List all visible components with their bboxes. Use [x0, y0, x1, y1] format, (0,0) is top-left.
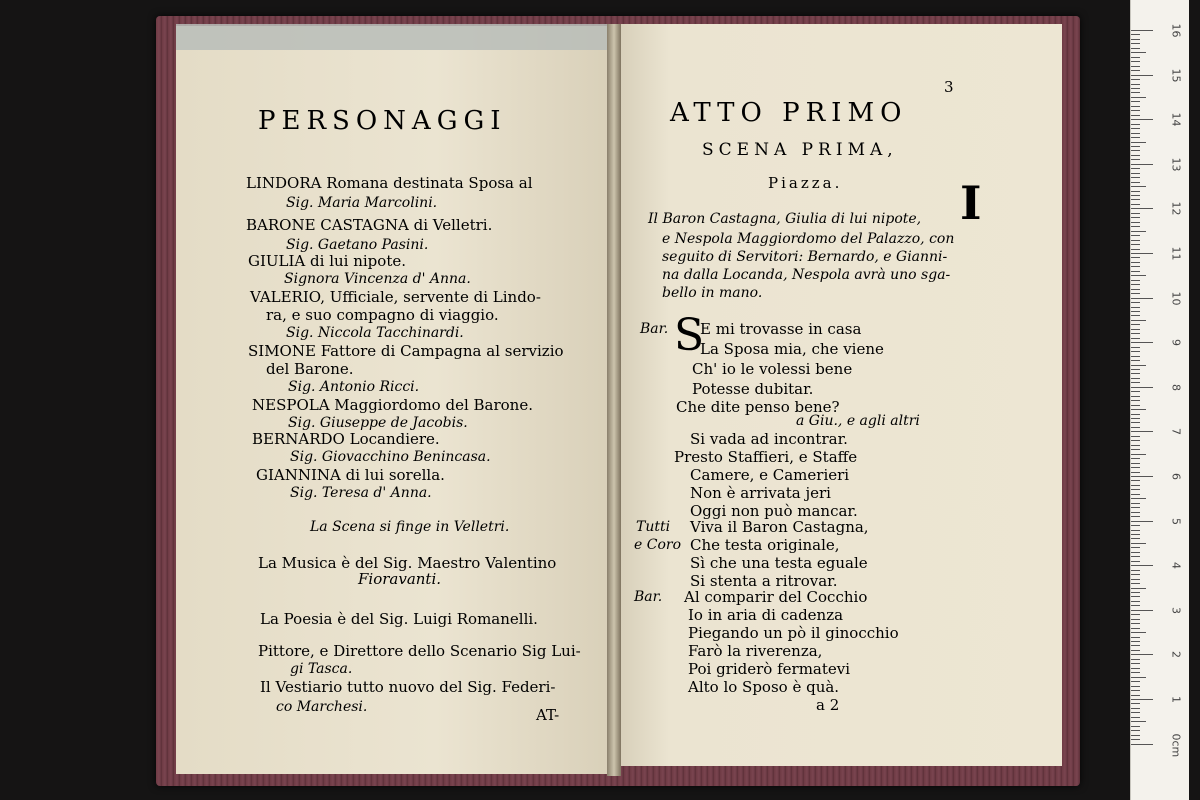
ruler-tick — [1131, 405, 1140, 406]
ruler-tick — [1131, 159, 1140, 160]
stage-direction-line5: bello in mano. — [662, 285, 763, 301]
ruler-tick — [1131, 485, 1140, 486]
character-role-8: GIANNINA di lui sorella. — [256, 466, 445, 484]
ruler-tick — [1131, 409, 1146, 410]
ruler-number: 10 — [1169, 291, 1183, 306]
ruler-number: 9 — [1169, 339, 1183, 347]
ruler-tick — [1131, 244, 1140, 245]
ruler-tick — [1131, 463, 1140, 464]
verse-line: Si stenta a ritrovar. — [690, 572, 838, 590]
ruler-tick — [1131, 489, 1140, 490]
ruler-tick — [1131, 708, 1140, 709]
ruler-tick — [1131, 280, 1140, 281]
character-role-2: BARONE CASTAGNA di Velletri. — [246, 216, 493, 234]
ruler-tick — [1131, 672, 1140, 673]
ruler-tick — [1131, 431, 1153, 432]
ruler-tick — [1131, 690, 1140, 691]
ruler-tick — [1131, 347, 1140, 348]
ruler-tick — [1131, 695, 1140, 696]
ruler-tick — [1131, 360, 1140, 361]
ruler-number: 3 — [1169, 606, 1183, 614]
ruler-tick — [1131, 418, 1140, 419]
ruler-tick — [1131, 342, 1153, 343]
ruler-tick — [1131, 735, 1140, 736]
ruler-number: 14 — [1169, 112, 1183, 127]
verse-line: Viva il Baron Castagna, — [690, 518, 869, 536]
ruler-tick — [1131, 530, 1140, 531]
ruler-tick — [1131, 382, 1140, 383]
act-title: ATTO PRIMO — [670, 98, 908, 128]
ruler-tick — [1131, 605, 1140, 606]
ruler-tick — [1131, 677, 1146, 678]
ruler-tick — [1131, 146, 1140, 147]
character-actor-1: Sig. Maria Marcolini. — [286, 195, 438, 211]
ruler-tick — [1131, 155, 1140, 156]
ruler-tick — [1131, 494, 1140, 495]
verse-line: Ch' io le volessi bene — [692, 360, 853, 378]
ruler-tick — [1131, 663, 1140, 664]
ruler-tick — [1131, 293, 1140, 294]
ruler-tick — [1131, 449, 1140, 450]
ruler-tick — [1131, 650, 1140, 651]
ruler-tick — [1131, 30, 1153, 31]
ruler-tick — [1131, 182, 1140, 183]
ruler-tick — [1131, 168, 1140, 169]
ruler-tick — [1131, 57, 1140, 58]
ruler-number: 15 — [1169, 68, 1183, 83]
ruler-tick — [1131, 128, 1140, 129]
right-page — [616, 24, 1062, 766]
ruler-tick — [1131, 231, 1146, 232]
ruler-tick — [1131, 137, 1140, 138]
ruler-tick — [1131, 503, 1140, 504]
ruler-tick — [1131, 400, 1140, 401]
ruler-tick — [1131, 177, 1140, 178]
marginal-mark: I — [960, 176, 982, 230]
character-role-3: GIULIA di lui nipote. — [248, 252, 406, 270]
ruler-tick — [1131, 79, 1140, 80]
ruler-tick — [1131, 204, 1140, 205]
ruler-tick — [1131, 422, 1140, 423]
ruler-tick — [1131, 730, 1140, 731]
ruler-tick — [1131, 124, 1140, 125]
ruler-tick — [1131, 525, 1140, 526]
ruler-tick — [1131, 48, 1140, 49]
ruler-tick — [1131, 472, 1140, 473]
character-actor-5: Sig. Antonio Ricci. — [288, 379, 420, 395]
ruler-tick — [1131, 302, 1140, 303]
ruler-tick — [1131, 257, 1140, 258]
ruler-tick — [1131, 703, 1140, 704]
ruler-tick — [1131, 208, 1153, 209]
character-actor-3: Signora Vincenza d' Anna. — [284, 271, 471, 287]
character-role-5b: del Barone. — [266, 360, 354, 378]
verse-line: Poi griderò fermatevi — [688, 660, 851, 678]
ruler-tick — [1131, 601, 1140, 602]
character-role-4: VALERIO, Ufficiale, servente di Lindo- — [250, 288, 541, 306]
ruler-tick — [1131, 365, 1146, 366]
ruler-tick — [1131, 173, 1140, 174]
verse-line: Si vada ad incontrar. — [690, 430, 848, 448]
character-role-5: SIMONE Fattore di Campagna al servizio — [248, 342, 564, 360]
catchword: AT- — [536, 706, 560, 724]
ruler-tick — [1131, 226, 1140, 227]
ruler-tick — [1131, 266, 1140, 267]
painter-credit-line2: gi Tasca. — [290, 661, 353, 677]
ruler-tick — [1131, 333, 1140, 334]
ruler-number: 1 — [1169, 696, 1183, 703]
verse-line: Al comparir del Cocchio — [684, 588, 868, 606]
ruler-tick — [1131, 645, 1140, 646]
ruler-tick — [1131, 271, 1140, 272]
ruler-tick — [1131, 556, 1140, 557]
stage-direction-line2: e Nespola Maggiordomo del Palazzo, con — [662, 231, 955, 247]
ruler-tick — [1131, 253, 1153, 254]
verse-line: Farò la riverenza, — [688, 642, 823, 660]
ruler-tick — [1131, 61, 1140, 62]
ruler-tick — [1131, 427, 1140, 428]
character-actor-6: Sig. Giuseppe de Jacobis. — [288, 415, 468, 431]
ruler-tick — [1131, 52, 1146, 53]
ruler-tick — [1131, 574, 1140, 575]
ruler-tick — [1131, 614, 1140, 615]
character-role-7: BERNARDO Locandiere. — [252, 430, 440, 448]
ruler-tick — [1131, 75, 1153, 76]
scene-setting-note: La Scena si finge in Velletri. — [310, 519, 510, 535]
ruler-tick — [1131, 721, 1146, 722]
verse-line: Potesse dubitar. — [692, 380, 814, 398]
measurement-ruler — [1130, 0, 1189, 800]
ruler-tick — [1131, 596, 1140, 597]
ruler-tick — [1131, 476, 1153, 477]
verse-line: E mi trovasse in casa — [700, 320, 862, 338]
ruler-tick — [1131, 275, 1146, 276]
ruler-number: 16 — [1169, 23, 1183, 38]
ruler-tick — [1131, 440, 1140, 441]
ruler-tick — [1131, 373, 1140, 374]
ruler-tick — [1131, 289, 1140, 290]
ruler-number: 7 — [1169, 428, 1183, 436]
ruler-tick — [1131, 298, 1153, 299]
ruler-tick — [1131, 512, 1140, 513]
ruler-tick — [1131, 115, 1140, 116]
ruler-tick — [1131, 507, 1140, 508]
book-gutter — [607, 24, 621, 776]
ruler-tick — [1131, 659, 1140, 660]
ruler-number: 11 — [1169, 246, 1183, 261]
ruler-tick — [1131, 142, 1146, 143]
verse-line: Io in aria di cadenza — [688, 606, 844, 624]
stage-direction-line1: Il Baron Castagna, Giulia di lui nipote, — [648, 211, 922, 227]
ruler-tick — [1131, 583, 1140, 584]
character-actor-4: Sig. Niccola Tacchinardi. — [286, 325, 464, 341]
ruler-tick — [1131, 454, 1146, 455]
drop-cap: S — [674, 310, 705, 361]
ruler-tick — [1131, 610, 1153, 611]
ruler-tick — [1131, 717, 1140, 718]
music-credit-line2: Fioravanti. — [358, 570, 442, 588]
ruler-tick — [1131, 632, 1146, 633]
ruler-tick — [1131, 592, 1140, 593]
ruler-tick — [1131, 119, 1153, 120]
verse-line: Piegando un pò il ginocchio — [688, 624, 899, 642]
ruler-tick — [1131, 84, 1140, 85]
ruler-tick — [1131, 133, 1140, 134]
ruler-number: 2 — [1169, 651, 1183, 659]
ruler-tick — [1131, 521, 1153, 522]
ruler-tick — [1131, 217, 1140, 218]
ruler-number: 12 — [1169, 201, 1183, 216]
verse-line: Che dite penso bene? — [676, 398, 840, 416]
ruler-tick — [1131, 686, 1140, 687]
character-actor-8: Sig. Teresa d' Anna. — [290, 485, 432, 501]
character-role-6: NESPOLA Maggiordomo del Barone. — [252, 396, 533, 414]
page-number: 3 — [944, 78, 954, 96]
ruler-tick — [1131, 240, 1140, 241]
character-actor-7: Sig. Giovacchino Benincasa. — [290, 449, 491, 465]
verse-line: Che testa originale, — [690, 536, 840, 554]
ruler-tick — [1131, 222, 1140, 223]
page-title-personaggi: PERSONAGGI — [258, 106, 507, 136]
speaker-label: Bar. — [634, 589, 663, 605]
character-role-4b: ra, e suo compagno di viaggio. — [266, 306, 499, 324]
ruler-tick — [1131, 458, 1140, 459]
verse-line: La Sposa mia, che viene — [700, 340, 884, 358]
ruler-tick — [1131, 249, 1140, 250]
ruler-tick — [1131, 70, 1140, 71]
character-actor-2: Sig. Gaetano Pasini. — [286, 237, 429, 253]
ruler-tick — [1131, 191, 1140, 192]
costume-credit-line2: co Marchesi. — [276, 699, 368, 715]
verse-line: Non è arrivata jeri — [690, 484, 831, 502]
verse-line: Camere, e Camerieri — [690, 466, 850, 484]
ruler-tick — [1131, 186, 1146, 187]
music-credit-line1: La Musica è del Sig. Maestro Valentino — [258, 554, 557, 572]
ruler-tick — [1131, 199, 1140, 200]
ruler-tick — [1131, 414, 1140, 415]
ruler-tick — [1131, 561, 1140, 562]
ruler-tick — [1131, 538, 1140, 539]
ruler-tick — [1131, 235, 1140, 236]
ruler-tick — [1131, 552, 1140, 553]
ruler-tick — [1131, 92, 1140, 93]
speaker-label: e Coro — [634, 537, 681, 553]
ruler-tick — [1131, 498, 1146, 499]
ruler-tick — [1131, 565, 1153, 566]
ruler-tick — [1131, 547, 1140, 548]
stage-direction-aside: a Giu., e agli altri — [796, 413, 920, 429]
verse-line: Sì che una testa eguale — [690, 554, 868, 572]
speaker-label: Tutti — [636, 519, 671, 535]
ruler-tick — [1131, 637, 1140, 638]
ruler-tick — [1131, 681, 1140, 682]
ruler-tick — [1131, 106, 1140, 107]
ruler-tick — [1131, 579, 1140, 580]
ruler-tick — [1131, 329, 1140, 330]
ruler-tick — [1131, 88, 1140, 89]
ruler-tick — [1131, 480, 1140, 481]
ruler-number: 13 — [1169, 157, 1183, 172]
ruler-tick — [1131, 110, 1140, 111]
ruler-tick — [1131, 654, 1153, 655]
ruler-tick — [1131, 150, 1140, 151]
ruler-tick — [1131, 351, 1140, 352]
ruler-tick — [1131, 391, 1140, 392]
ruler-tick — [1131, 668, 1140, 669]
ruler-tick — [1131, 699, 1153, 700]
ruler-tick — [1131, 436, 1140, 437]
ruler-number: 4 — [1169, 562, 1183, 570]
ruler-tick — [1131, 307, 1140, 308]
ruler-tick — [1131, 311, 1140, 312]
ruler-tick — [1131, 356, 1140, 357]
ruler-tick — [1131, 195, 1140, 196]
verse-line: Oggi non può mancar. — [690, 502, 858, 520]
ruler-tick — [1131, 324, 1140, 325]
ruler-tick — [1131, 66, 1140, 67]
ruler-tick — [1131, 320, 1146, 321]
ruler-tick — [1131, 34, 1140, 35]
stage-direction-line3: seguito di Servitori: Bernardo, e Gianni- — [662, 249, 948, 265]
ruler-tick — [1131, 97, 1146, 98]
ruler-tick — [1131, 516, 1140, 517]
ruler-tick — [1131, 315, 1140, 316]
ruler-tick — [1131, 43, 1140, 44]
ruler-tick — [1131, 744, 1153, 745]
ruler-number: 8 — [1169, 383, 1183, 391]
ruler-tick — [1131, 213, 1140, 214]
ruler-tick — [1131, 284, 1140, 285]
verse-line: Presto Staffieri, e Staffe — [674, 448, 858, 466]
ruler-tick — [1131, 262, 1140, 263]
verse-line: Alto lo Sposo è quà. — [688, 678, 840, 696]
ruler-tick — [1131, 628, 1140, 629]
ruler-tick — [1131, 369, 1140, 370]
ruler-number: 0cm — [1169, 733, 1183, 757]
ruler-tick — [1131, 445, 1140, 446]
ruler-tick — [1131, 534, 1140, 535]
ruler-tick — [1131, 467, 1140, 468]
ruler-tick — [1131, 739, 1140, 740]
ruler-tick — [1131, 396, 1140, 397]
ruler-tick — [1131, 588, 1146, 589]
poetry-credit: La Poesia è del Sig. Luigi Romanelli. — [260, 610, 538, 628]
ruler-tick — [1131, 623, 1140, 624]
ruler-tick — [1131, 641, 1140, 642]
costume-credit-line1: Il Vestiario tutto nuovo del Sig. Federi- — [260, 678, 556, 696]
scene-title: SCENA PRIMA, — [702, 140, 898, 160]
ruler-tick — [1131, 712, 1140, 713]
ruler-tick — [1131, 39, 1140, 40]
ruler-tick — [1131, 164, 1153, 165]
repair-tape — [176, 24, 610, 50]
ruler-tick — [1131, 378, 1140, 379]
painter-credit-line1: Pittore, e Direttore dello Scenario Sig Lui- — [258, 642, 581, 660]
scene-location: Piazza. — [768, 174, 843, 192]
signature-mark: a 2 — [816, 696, 840, 714]
ruler-tick — [1131, 338, 1140, 339]
ruler-tick — [1131, 543, 1146, 544]
ruler-tick — [1131, 570, 1140, 571]
ruler-number: 5 — [1169, 517, 1183, 525]
stage-direction-line4: na dalla Locanda, Nespola avrà uno sga- — [662, 267, 951, 283]
character-role-1: LINDORA Romana destinata Sposa al — [246, 174, 533, 192]
speaker-label: Bar. — [640, 321, 669, 337]
ruler-tick — [1131, 726, 1140, 727]
ruler-number: 6 — [1169, 473, 1183, 480]
ruler-tick — [1131, 101, 1140, 102]
ruler-tick — [1131, 619, 1140, 620]
ruler-tick — [1131, 387, 1153, 388]
